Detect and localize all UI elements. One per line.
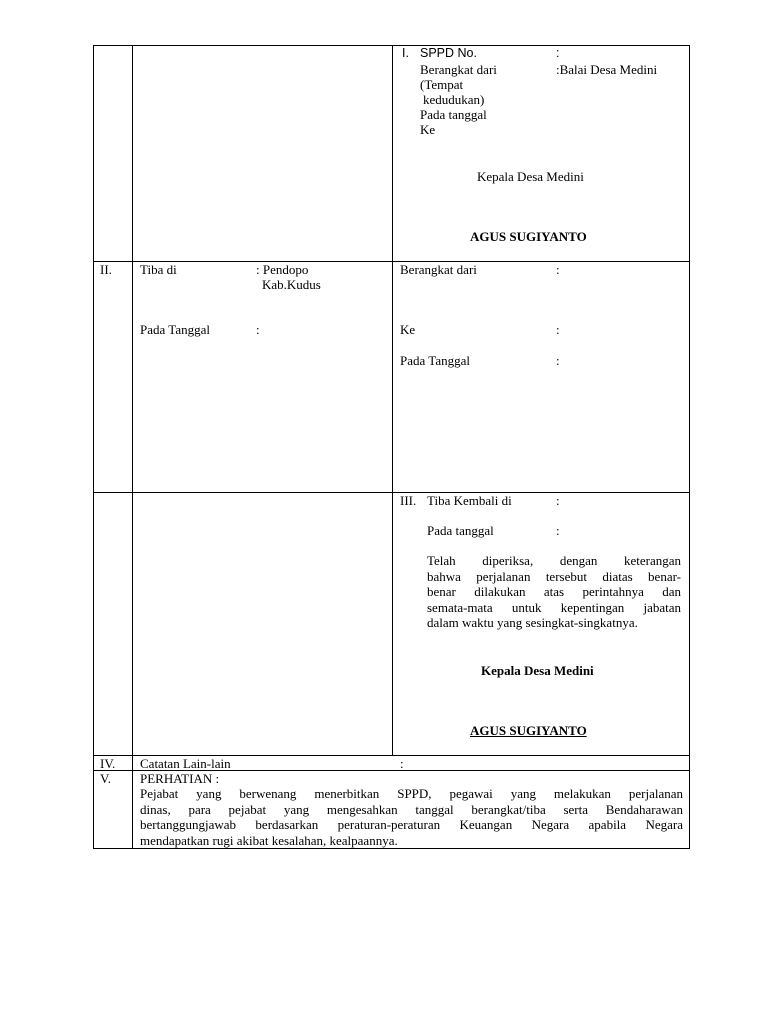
domicile-note-line1: (Tempat <box>420 77 464 92</box>
number-column-divider <box>132 45 133 849</box>
sppd-number-label: SPPD No. <box>420 46 477 60</box>
attention-line: dinas, para pejabat yang mengesahkan tanggal berangkat/tiba serta Bendaharawan <box>140 801 683 817</box>
table-border-bottom <box>93 848 690 849</box>
sppd-number-colon: : <box>556 46 560 60</box>
section3-signer-name: AGUS SUGIYANTO <box>470 723 587 738</box>
statement-line: semata-mata untuk kepentingan jabatan <box>427 599 681 615</box>
arrival-at-value-line1: : Pendopo <box>256 262 309 277</box>
signer-title: Kepala Desa Medini <box>477 169 584 184</box>
table-border-right <box>689 45 690 849</box>
departure-from-label: Berangkat dari <box>420 62 497 77</box>
attention-line: bertanggungjawab berdasarkan peraturan-peraturan Keuangan Negara apabila Negara <box>140 817 683 832</box>
arrival-at-value-line2: Kab.Kudus <box>262 277 321 292</box>
return-arrival-label: Tiba Kembali di <box>427 493 512 508</box>
section5-number: V. <box>100 771 111 786</box>
departure-date-label: Pada tanggal <box>420 107 487 122</box>
section3-signer-title: Kepala Desa Medini <box>481 663 594 678</box>
return-date-colon: : <box>556 523 560 538</box>
section2-departure-from-label: Berangkat dari <box>400 262 477 277</box>
section2-departure-date-colon: : <box>556 353 560 368</box>
arrival-date-colon: : <box>256 322 260 337</box>
section2-destination-colon: : <box>556 322 560 337</box>
section2-departure-date-label: Pada Tanggal <box>400 353 470 368</box>
statement-line: dalam waktu yang sesingkat-singkatnya. <box>427 615 638 630</box>
other-notes-label: Catatan Lain-lain <box>140 756 231 771</box>
departure-from-value: :Balai Desa Medini <box>556 62 658 77</box>
arrival-date-label: Pada Tanggal <box>140 322 210 337</box>
domicile-note-line2: kedudukan) <box>423 92 485 107</box>
other-notes-colon: : <box>400 756 404 771</box>
attention-line: mendapatkan rugi akibat kesalahan, kealpaannya. <box>140 832 398 848</box>
destination-label: Ke <box>420 122 436 137</box>
section3-number: III. <box>400 493 417 508</box>
statement-line: bahwa perjalanan tersebut diatas benar- <box>427 568 681 584</box>
section2-departure-from-colon: : <box>556 262 560 277</box>
section2-number: II. <box>100 262 112 277</box>
verification-statement <box>427 553 681 631</box>
attention-line: Pejabat yang berwenang menerbitkan SPPD, pegawai yang melakukan perjalanan <box>140 786 683 801</box>
statement-line: Telah diperiksa, dengan keterangan <box>427 553 681 568</box>
arrival-at-label: Tiba di <box>140 262 177 277</box>
return-date-label: Pada tanggal <box>427 523 494 538</box>
section1-number: I. <box>402 46 409 60</box>
return-arrival-colon: : <box>556 493 560 508</box>
attention-heading: PERHATIAN : <box>140 771 220 786</box>
table-border-left <box>93 45 94 849</box>
attention-body <box>140 786 683 848</box>
signer-name: AGUS SUGIYANTO <box>470 229 587 244</box>
section4-number: IV. <box>100 756 116 771</box>
middle-column-divider <box>392 45 393 756</box>
statement-line: benar dilakukan atas perintahnya dan <box>427 584 681 599</box>
section2-destination-label: Ke <box>400 322 416 337</box>
